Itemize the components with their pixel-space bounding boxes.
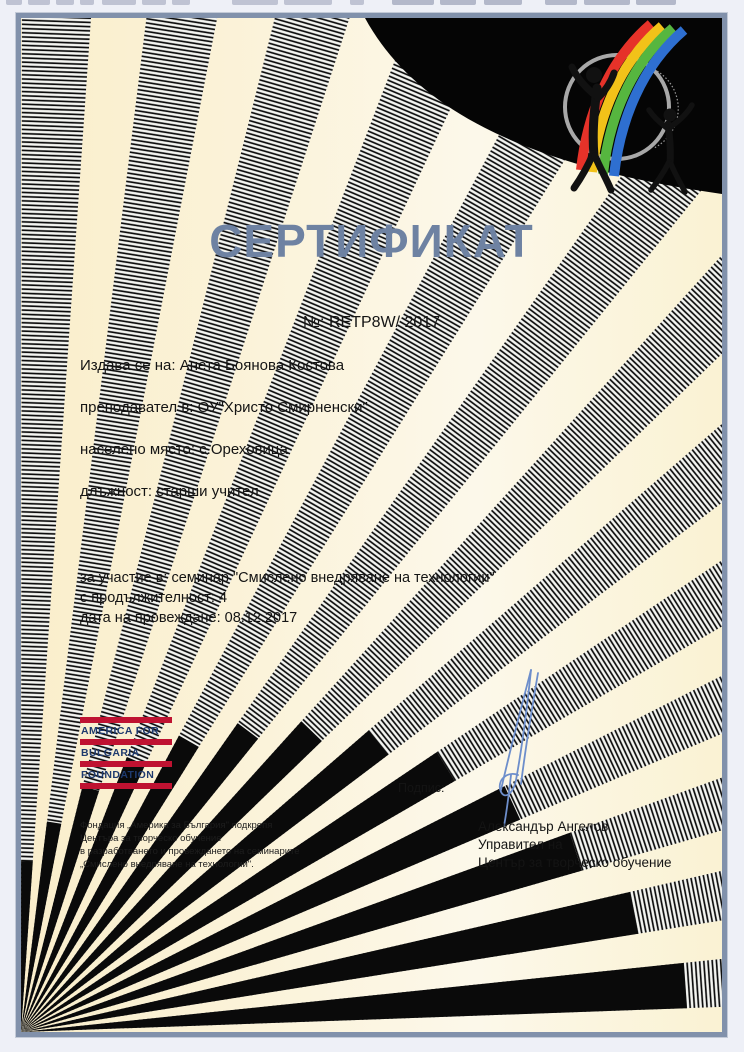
signatory-block bbox=[478, 818, 672, 872]
clipped-window-text-fragments bbox=[0, 0, 744, 8]
field-date: дата на провеждане: 08.12.2017 bbox=[80, 610, 298, 626]
america-for-bulgaria-logo bbox=[80, 717, 172, 789]
abf-stripe bbox=[80, 783, 172, 789]
certificate-title: СЕРТИФИКАТ bbox=[209, 215, 534, 267]
field-issued-to: Издава се на: Анета Боянова Костова bbox=[80, 357, 345, 374]
abf-line1: AMERICA FOR bbox=[81, 725, 160, 737]
certificate bbox=[16, 13, 727, 1037]
field-participation: за участие в: семинар "Смислено внедряване на технологии" bbox=[80, 570, 495, 586]
abf-line3: FOUNDATION bbox=[81, 769, 155, 781]
field-teacher-at: преподавател в: ОУ"Христо Смирненски" bbox=[80, 399, 368, 416]
sponsor-note bbox=[80, 819, 300, 871]
signatory-organization: Център за творческо обучение bbox=[478, 855, 672, 870]
sponsor-line: Фондация „Америка за България" подкрепя bbox=[80, 820, 273, 831]
abf-line2: BULGARIA bbox=[81, 747, 140, 759]
signature-label: Подпис: bbox=[398, 781, 445, 795]
seminar-block bbox=[80, 568, 495, 628]
signatory-name: Александър Ангелов bbox=[478, 819, 609, 834]
sponsor-line: Центъра за творческо обучение bbox=[80, 833, 222, 844]
field-duration: с продължителност: 4 bbox=[80, 590, 228, 606]
sponsor-line: в разработването и провеждането на семинарите bbox=[80, 846, 300, 857]
signatory-role: Управител на bbox=[478, 837, 563, 852]
certificate-number: №: RETP8W/ 2017 bbox=[302, 314, 441, 331]
sponsor-line: „Смислено внедряване на технологии". bbox=[80, 859, 254, 870]
field-settlement: населено място: с.Ореховица bbox=[80, 441, 288, 458]
field-position: длъжност: старши учител bbox=[80, 483, 259, 500]
